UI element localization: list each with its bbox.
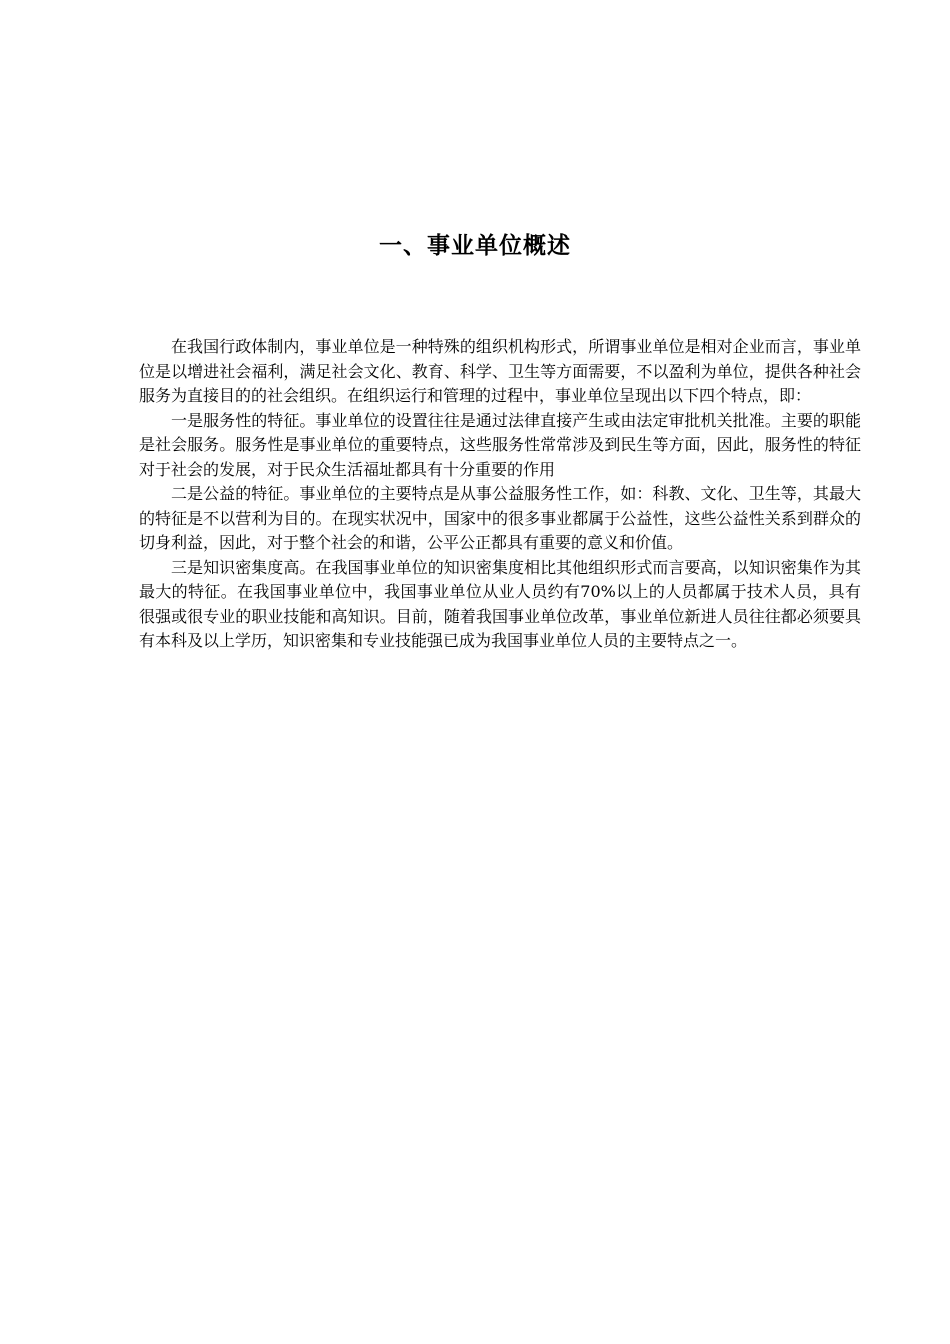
body-text <box>139 335 861 654</box>
section-title: 一、事业单位概述 <box>379 233 571 259</box>
paragraph-knowledge: 三是知识密集度高。在我国事业单位的知识密集度相比其他组织形式而言要高，以知识密集作为其最大的特征。在我国事业单位中，我国事业单位从业人员约有70%以上的人员都属于技术人员，具有很强或很专业的职业技能和高知识。目前，随着我国事业单位改革，事业单位新进人员往往都必须要具有本科及以上学历，知识密集和专业技能强已成为我国事业单位人员的主要特点之一。 <box>139 557 861 650</box>
paragraph-intro: 在我国行政体制内，事业单位是一种特殊的组织机构形式，所谓事业单位是相对企业而言，事业单位是以增进社会福利，满足社会文化、教育、科学、卫生等方面需要，不以盈利为单位，提供各种社会服务为直接目的的社会组织。在组织运行和管理的过程中，事业单位呈现出以下四个特点，即： <box>139 337 861 405</box>
paragraph-service: 一是服务性的特征。事业单位的设置往往是通过法律直接产生或由法定审批机关批准。主要的职能是社会服务。服务性是事业单位的重要特点，这些服务性常常涉及到民生等方面，因此，服务性的特征对于社会的发展，对于民众生活福址都具有十分重要的作用 <box>139 410 861 479</box>
paragraph-public-welfare: 二是公益的特征。事业单位的主要特点是从事公益服务性工作，如：科教、文化、卫生等，其最大的特征是不以营利为目的。在现实状况中，国家中的很多事业都属于公益性，这些公益性关系到群众的切身利益，因此，对于整个社会的和谐，公平公正都具有重要的意义和价值。 <box>139 484 861 552</box>
